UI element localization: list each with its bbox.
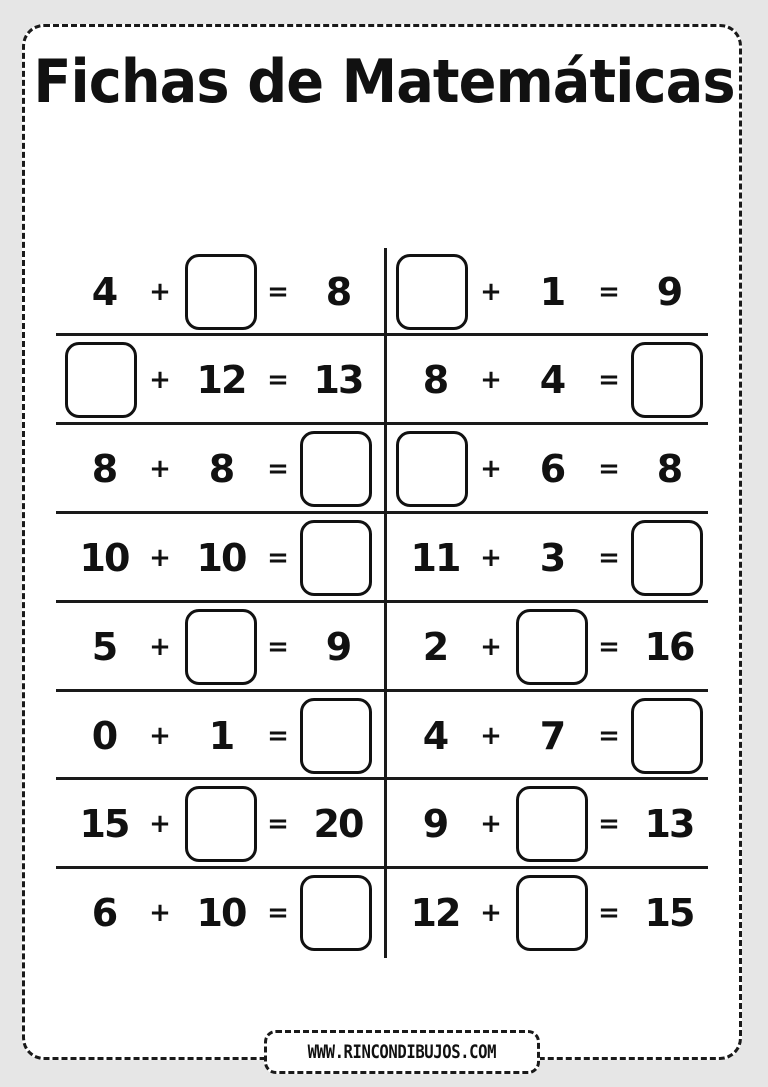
answer-box bbox=[300, 431, 372, 507]
equals-sign: = bbox=[598, 632, 620, 662]
number-a: 2 bbox=[422, 625, 448, 669]
number-c: 8 bbox=[656, 447, 682, 491]
number-b: 12 bbox=[196, 358, 246, 402]
plus-sign: + bbox=[149, 454, 171, 484]
number-b: 1 bbox=[539, 270, 565, 314]
exercise-grid bbox=[56, 248, 708, 958]
number-a: 12 bbox=[410, 891, 460, 935]
equals-sign: = bbox=[598, 454, 620, 484]
equals-sign: = bbox=[267, 809, 289, 839]
plus-sign: + bbox=[149, 809, 171, 839]
number-c: 20 bbox=[313, 802, 363, 846]
plus-sign: + bbox=[149, 543, 171, 573]
equals-sign: = bbox=[598, 898, 620, 928]
plus-sign: + bbox=[149, 365, 171, 395]
number-a: 5 bbox=[91, 625, 117, 669]
plus-sign: + bbox=[480, 454, 502, 484]
answer-box bbox=[300, 520, 372, 596]
answer-box bbox=[300, 875, 372, 951]
answer-box bbox=[516, 609, 588, 685]
number-b: 10 bbox=[196, 891, 246, 935]
number-a: 9 bbox=[422, 802, 448, 846]
equation-right bbox=[387, 336, 708, 424]
equation-left bbox=[56, 603, 377, 691]
number-a: 10 bbox=[79, 536, 129, 580]
answer-box bbox=[396, 254, 468, 330]
plus-sign: + bbox=[480, 365, 502, 395]
equals-sign: = bbox=[267, 543, 289, 573]
answer-box bbox=[185, 786, 257, 862]
equals-sign: = bbox=[598, 721, 620, 751]
number-a: 11 bbox=[410, 536, 460, 580]
number-a: 4 bbox=[91, 270, 117, 314]
footer-url: WWW.RINCONDIBUJOS.COM bbox=[307, 1041, 497, 1063]
plus-sign: + bbox=[149, 898, 171, 928]
number-b: 6 bbox=[539, 447, 565, 491]
number-a: 8 bbox=[91, 447, 117, 491]
equals-sign: = bbox=[267, 277, 289, 307]
number-b: 8 bbox=[208, 447, 234, 491]
equation-left bbox=[56, 692, 377, 780]
footer-badge bbox=[264, 1030, 540, 1074]
equation-right bbox=[387, 425, 708, 513]
number-b: 10 bbox=[196, 536, 246, 580]
number-c: 9 bbox=[325, 625, 351, 669]
equals-sign: = bbox=[267, 898, 289, 928]
equals-sign: = bbox=[267, 721, 289, 751]
equals-sign: = bbox=[267, 365, 289, 395]
equals-sign: = bbox=[267, 632, 289, 662]
equation-left bbox=[56, 425, 377, 513]
page-title: Fichas de Matemáticas bbox=[33, 47, 735, 117]
equals-sign: = bbox=[598, 277, 620, 307]
number-c: 9 bbox=[656, 270, 682, 314]
answer-box bbox=[396, 431, 468, 507]
plus-sign: + bbox=[149, 721, 171, 751]
equals-sign: = bbox=[598, 809, 620, 839]
plus-sign: + bbox=[480, 277, 502, 307]
answer-box bbox=[516, 875, 588, 951]
answer-box bbox=[185, 609, 257, 685]
answer-box bbox=[631, 698, 703, 774]
number-c: 13 bbox=[644, 802, 694, 846]
plus-sign: + bbox=[480, 543, 502, 573]
number-a: 8 bbox=[422, 358, 448, 402]
number-c: 16 bbox=[644, 625, 694, 669]
number-b: 1 bbox=[208, 714, 234, 758]
equation-left bbox=[56, 336, 377, 424]
number-c: 15 bbox=[644, 891, 694, 935]
number-a: 6 bbox=[91, 891, 117, 935]
plus-sign: + bbox=[480, 632, 502, 662]
equation-left bbox=[56, 780, 377, 868]
number-b: 7 bbox=[539, 714, 565, 758]
equation-right bbox=[387, 514, 708, 602]
equation-right bbox=[387, 869, 708, 957]
equals-sign: = bbox=[598, 365, 620, 395]
answer-box bbox=[516, 786, 588, 862]
equation-right bbox=[387, 603, 708, 691]
number-a: 0 bbox=[91, 714, 117, 758]
plus-sign: + bbox=[480, 898, 502, 928]
equation-right bbox=[387, 780, 708, 868]
equation-left bbox=[56, 514, 377, 602]
number-b: 3 bbox=[539, 536, 565, 580]
equation-left bbox=[56, 248, 377, 336]
equation-left bbox=[56, 869, 377, 957]
answer-box bbox=[65, 342, 137, 418]
plus-sign: + bbox=[480, 809, 502, 839]
plus-sign: + bbox=[149, 277, 171, 307]
answer-box bbox=[631, 520, 703, 596]
plus-sign: + bbox=[480, 721, 502, 751]
number-a: 4 bbox=[422, 714, 448, 758]
answer-box bbox=[631, 342, 703, 418]
equation-right bbox=[387, 692, 708, 780]
answer-box bbox=[300, 698, 372, 774]
equals-sign: = bbox=[598, 543, 620, 573]
equation-right bbox=[387, 248, 708, 336]
equals-sign: = bbox=[267, 454, 289, 484]
number-a: 15 bbox=[79, 802, 129, 846]
number-b: 4 bbox=[539, 358, 565, 402]
answer-box bbox=[185, 254, 257, 330]
number-c: 13 bbox=[313, 358, 363, 402]
plus-sign: + bbox=[149, 632, 171, 662]
number-c: 8 bbox=[325, 270, 351, 314]
